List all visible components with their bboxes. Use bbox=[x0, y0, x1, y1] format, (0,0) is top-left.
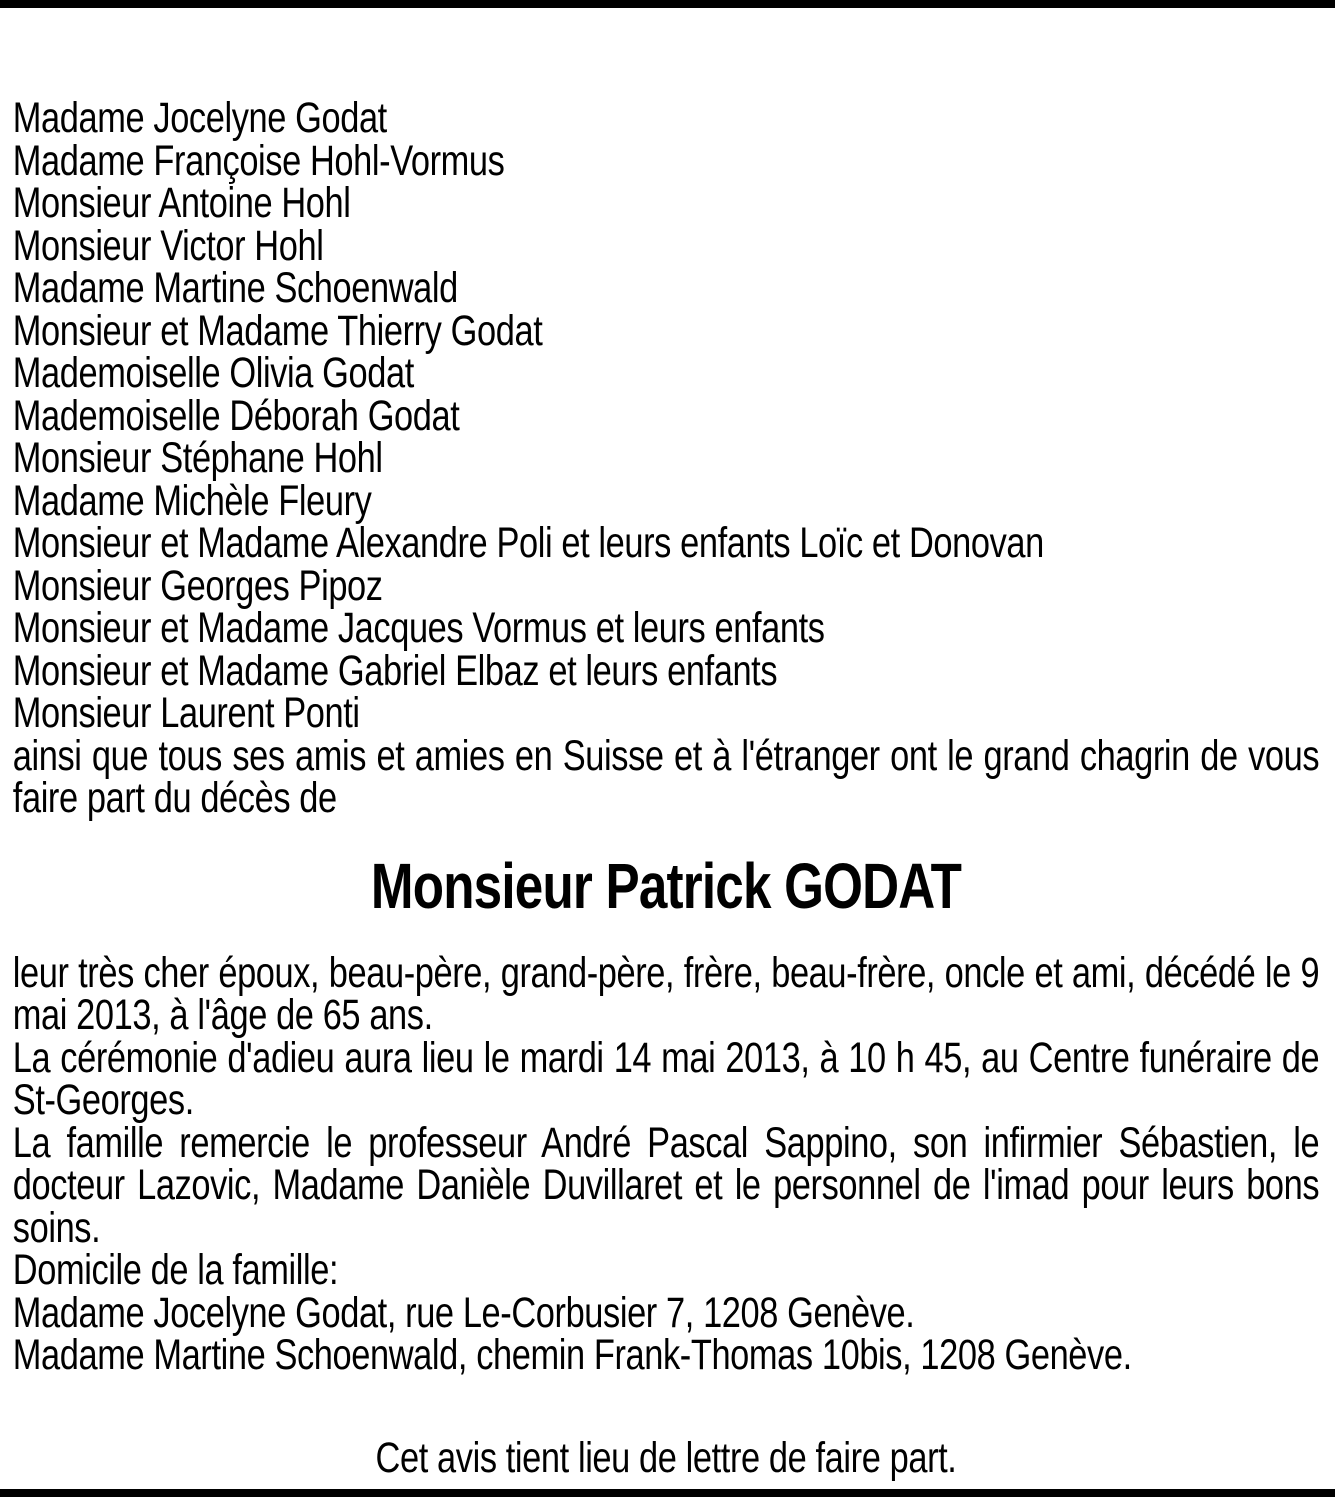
notice-content bbox=[0, 8, 1335, 1482]
address-line-1: Madame Jocelyne Godat, rue Le-Corbusier 7, 1208 Genève. bbox=[12, 1288, 915, 1337]
mourner-line: Monsieur et Madame Thierry Godat bbox=[12, 306, 543, 355]
deceased-name-title: Monsieur Patrick GODAT bbox=[370, 849, 962, 922]
notice-body bbox=[12, 948, 1320, 1379]
mourner-line: Madame Martine Schoenwald bbox=[12, 264, 458, 312]
mourner-line: Monsieur Stéphane Hohl bbox=[12, 434, 383, 482]
mourner-line: Monsieur Laurent Ponti bbox=[12, 689, 360, 737]
ceremony-paragraph: La cérémonie d'adieu aura lieu le mardi 14 mai 2013, à 10 h 45, au Centre funéraire de St-Georges. bbox=[12, 1033, 1320, 1124]
mourner-line: Mademoiselle Olivia Godat bbox=[12, 349, 414, 397]
mourner-line: Monsieur et Madame Gabriel Elbaz et leurs enfants bbox=[12, 646, 778, 695]
mourner-line: Madame Françoise Hohl-Vormus bbox=[12, 136, 505, 185]
mourner-line: Monsieur Victor Hohl bbox=[12, 221, 324, 270]
mourner-line: Madame Jocelyne Godat bbox=[12, 94, 387, 142]
mourner-line: Monsieur et Madame Jacques Vormus et leurs enfants bbox=[12, 604, 825, 652]
death-details-paragraph: leur très cher époux, beau-père, grand-père, frère, beau-frère, oncle et ami, décédé le 9 mai 2013, à l'âge de 65 ans. bbox=[12, 948, 1320, 1039]
mourner-line: Mademoiselle Déborah Godat bbox=[12, 391, 460, 440]
notice-frame bbox=[0, 8, 1335, 1482]
mourners-list bbox=[12, 94, 1319, 737]
mourner-line: Monsieur Antoine Hohl bbox=[12, 179, 351, 227]
family-address-label: Domicile de la famille: bbox=[12, 1246, 339, 1294]
closing-line: Cet avis tient lieu de lettre de faire part. bbox=[375, 1433, 957, 1482]
bottom-border-rule bbox=[0, 1489, 1335, 1497]
mourner-line: Monsieur Georges Pipoz bbox=[12, 561, 383, 610]
thanks-paragraph: La famille remercie le professeur André Pascal Sappino, son infirmier Sébastien, le docteur Lazovic, Madame Danièle Duvillaret et le personnel de l'imad pour leurs bons soins. bbox=[12, 1118, 1320, 1252]
mourner-line: Monsieur et Madame Alexandre Poli et leurs enfants Loïc et Donovan bbox=[12, 519, 1044, 567]
mourner-line: Madame Michèle Fleury bbox=[12, 476, 372, 525]
address-line-2: Madame Martine Schoenwald, chemin Frank-Thomas 10bis, 1208 Genève. bbox=[12, 1331, 1132, 1379]
intro-text: ainsi que tous ses amis et amies en Suisse et à l'étranger ont le grand chagrin de vous faire part du décès de bbox=[12, 731, 1320, 822]
top-border-rule bbox=[0, 0, 1335, 8]
